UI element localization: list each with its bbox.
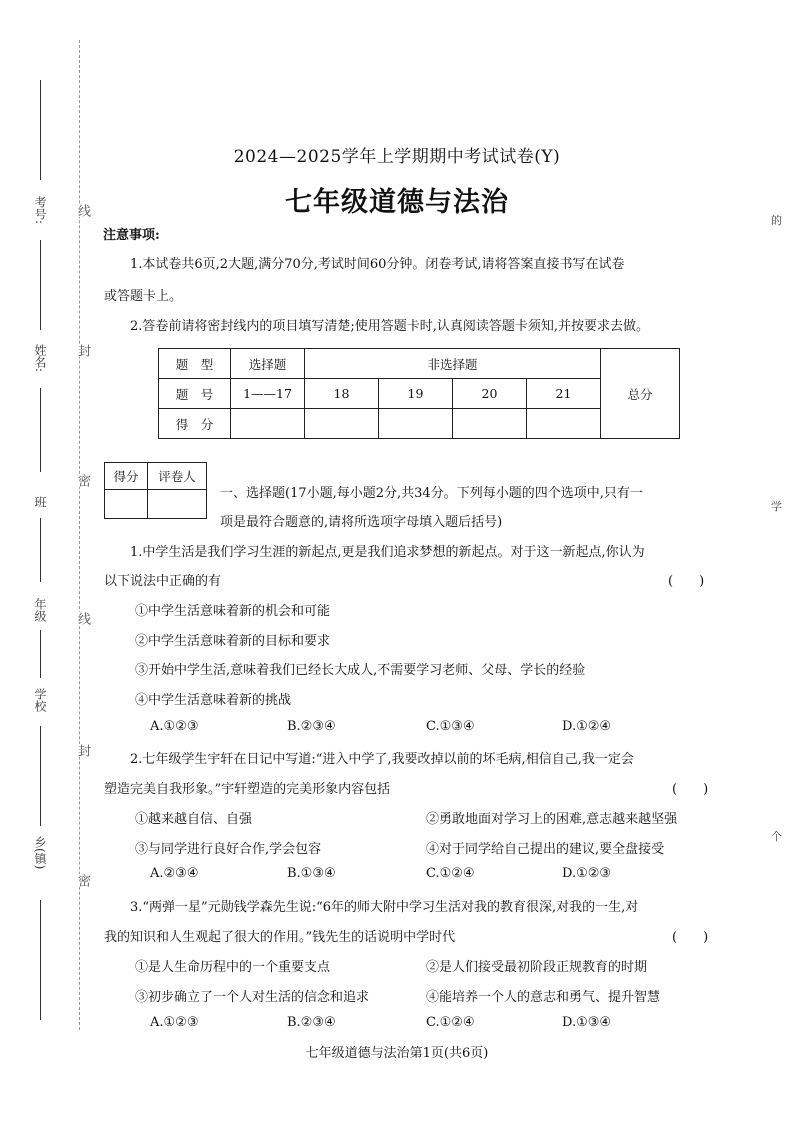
seal-char: 密 — [75, 874, 90, 887]
question-3-stem-cont: 我的知识和人生观起了很大的作用。”钱先生的话说明中学时代 — [104, 930, 456, 945]
grade-blank-line — [40, 518, 41, 582]
option-d: D.①②④ — [562, 719, 612, 734]
exam-no-label: 考号: — [33, 196, 47, 225]
option-a: A.①②③ — [150, 1015, 199, 1030]
answer-bracket[interactable]: ( ) — [668, 574, 705, 589]
question-2-stem: 2.七年级学生宇轩在日记中写道:“进入中学了,我要改掉以前的坏毛病,相信自己,我一定会 — [130, 752, 634, 767]
notice-item-1: 1.本试卷共6页,2大题,满分70分,考试时间60分钟。闭卷考试,请将答案直接书写在试卷 — [130, 257, 625, 272]
statement: ④对于同学给自己提出的建议,要全盘接受 — [426, 842, 665, 857]
row-label-num: 题 号 — [159, 379, 231, 409]
question-num-21: 21 — [527, 379, 601, 409]
nonchoice-header: 非选择题 — [305, 349, 601, 379]
option-d: D.①②③ — [562, 866, 612, 881]
statement: ①越来越自信、自强 — [135, 812, 253, 827]
grader-score-label: 得分 — [105, 463, 148, 490]
right-edge-char: 学 — [771, 500, 782, 513]
town-blank-line-lower — [40, 900, 41, 1020]
notice-item-1-cont: 或答题卡上。 — [104, 289, 183, 304]
option-b: B.①③④ — [287, 866, 336, 881]
row-label-type: 题 型 — [159, 349, 231, 379]
school-blank-line — [40, 630, 41, 678]
question-num-20: 20 — [453, 379, 527, 409]
option-b: B.②③④ — [287, 1015, 336, 1030]
grader-score-cell[interactable] — [105, 490, 148, 519]
statement: ③初步确立了一个人对生活的信念和追求 — [135, 990, 370, 1005]
section-heading: 一、选择题(17小题,每小题2分,共34分。下列每小题的四个选项中,只有一 — [220, 486, 643, 501]
grader-box — [104, 462, 207, 519]
choice-range: 1——17 — [231, 379, 305, 409]
option-b: B.②③④ — [287, 719, 336, 734]
question-1-stem-cont: 以下说法中正确的有 — [104, 574, 222, 589]
score-cell-choice[interactable] — [231, 409, 305, 439]
option-a: A.①②③ — [150, 719, 199, 734]
score-cell-18[interactable] — [305, 409, 379, 439]
grader-name-label: 评卷人 — [148, 463, 207, 490]
question-num-18: 18 — [305, 379, 379, 409]
notice-heading: 注意事项: — [103, 228, 160, 243]
statement: ①是人生命历程中的一个重要支点 — [135, 960, 331, 975]
page-footer: 七年级道德与法治第1页(共6页) — [305, 1046, 489, 1061]
grade-label: 年级 — [33, 598, 47, 622]
statement: ③开始中学生活,意味着我们已经长大成人,不需要学习老师、父母、学长的经验 — [135, 663, 586, 678]
name-label: 姓名: — [33, 344, 47, 373]
option-a: A.②③④ — [150, 866, 199, 881]
option-d: D.①③④ — [562, 1015, 612, 1030]
statement: ②中学生活意味着新的目标和要求 — [135, 634, 331, 649]
grader-name-cell[interactable] — [148, 490, 207, 519]
notice-item-2: 2.答卷前请将密封线内的项目填写清楚;使用答题卡时,认真阅读答题卡须知,并按要求去做。 — [130, 319, 650, 334]
class-blank-line — [40, 388, 41, 472]
seal-char: 密 — [75, 474, 90, 487]
town-blank-line — [40, 726, 41, 826]
question-num-19: 19 — [379, 379, 453, 409]
score-cell-21[interactable] — [527, 409, 601, 439]
question-2-stem-cont: 塑造完美自我形象。”宇轩塑造的完美形象内容包括 — [104, 782, 391, 797]
right-edge-char: 个 — [771, 830, 782, 843]
seal-char: 线 — [75, 612, 90, 625]
town-label: 乡(镇) — [33, 836, 47, 870]
seal-char: 封 — [75, 744, 90, 757]
statement: ①中学生活意味着新的机会和可能 — [135, 604, 331, 619]
question-1-stem: 1.中学生活是我们学习生涯的新起点,更是我们追求梦想的新起点。对于这一新起点,你认为 — [130, 545, 645, 560]
question-3-stem: 3.“两弹一星”元勋钱学森先生说:“6年的师大附中学习生活对我的教育很深,对我的一生,对 — [130, 900, 639, 915]
name-blank-line — [40, 240, 41, 330]
subject-title: 七年级道德与法治 — [285, 187, 509, 218]
score-cell-19[interactable] — [379, 409, 453, 439]
class-label: 班 — [33, 496, 47, 508]
statement: ②是人们接受最初阶段正规教育的时期 — [426, 960, 648, 975]
right-edge-char: 的 — [771, 214, 782, 227]
row-label-score: 得 分 — [159, 409, 231, 439]
answer-bracket[interactable]: ( ) — [672, 930, 709, 945]
score-table — [158, 348, 680, 439]
statement: ②勇敢地面对学习上的困难,意志越来越坚强 — [426, 812, 678, 827]
choice-header: 选择题 — [231, 349, 305, 379]
answer-bracket[interactable]: ( ) — [672, 782, 709, 797]
total-header: 总分 — [601, 349, 680, 439]
seal-char: 线 — [75, 204, 90, 217]
seal-char: 封 — [75, 344, 90, 357]
section-heading-cont: 项是最符合题意的,请将所选项字母填入题后括号) — [220, 515, 503, 530]
statement: ③与同学进行良好合作,学会包容 — [135, 842, 322, 857]
statement: ④能培养一个人的意志和勇气、提升智慧 — [426, 990, 661, 1005]
option-c: C.①②④ — [426, 1015, 475, 1030]
school-label: 学校 — [33, 688, 47, 712]
option-c: C.①②④ — [426, 866, 475, 881]
exam-title: 2024—2025学年上学期期中考试试卷(Y) — [233, 147, 561, 167]
score-cell-20[interactable] — [453, 409, 527, 439]
option-c: C.①③④ — [426, 719, 475, 734]
statement: ④中学生活意味着新的挑战 — [135, 693, 292, 708]
